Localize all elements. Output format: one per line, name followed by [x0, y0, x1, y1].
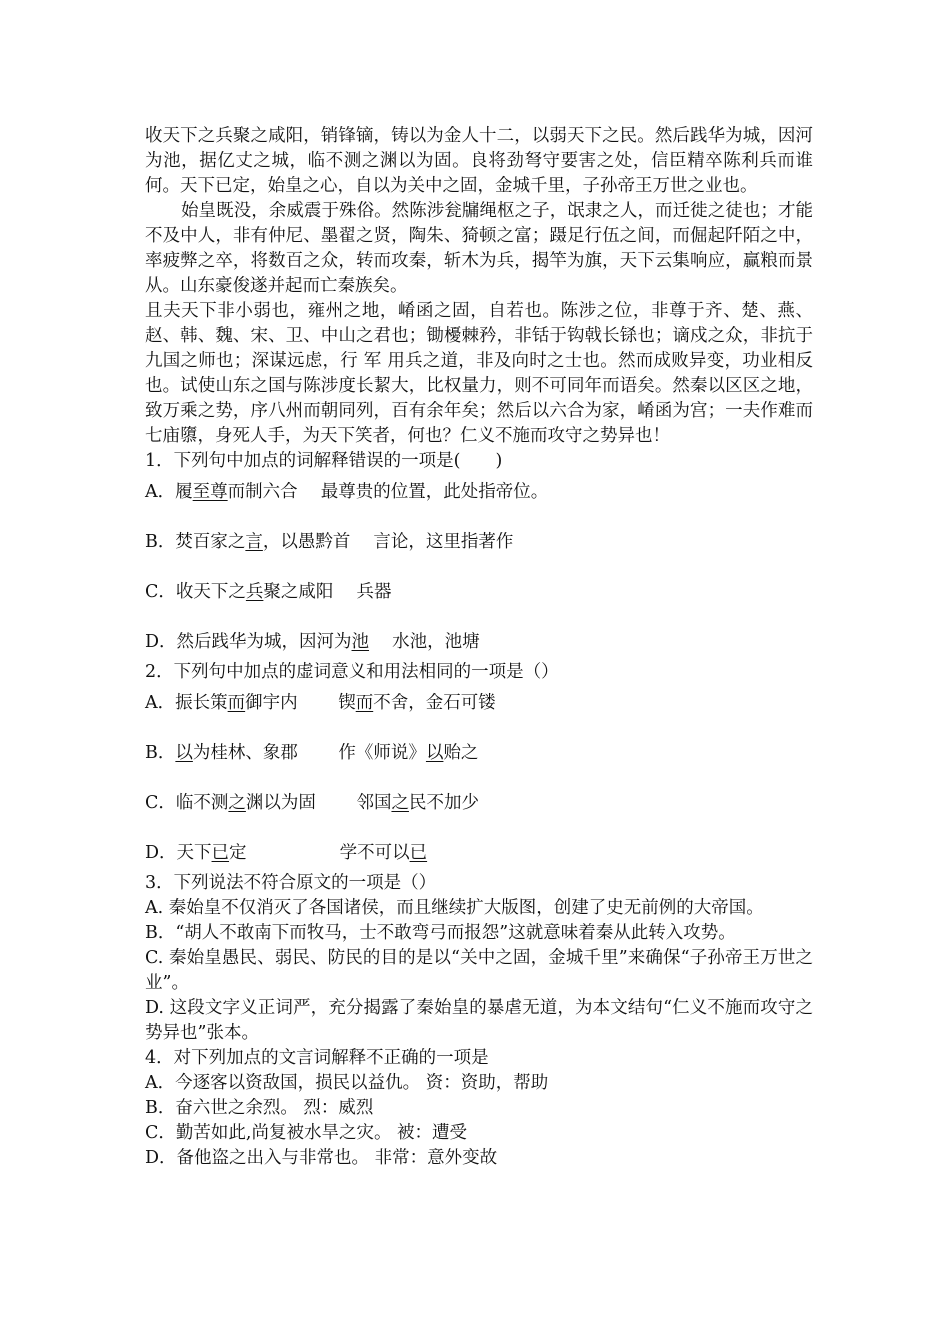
- marked-word: 已: [211, 843, 230, 863]
- option-text: 御宇内 锲: [245, 693, 356, 713]
- option-text: 为桂林、象郡 作《师说》: [192, 743, 426, 763]
- passage-paragraph-2: 始皇既没，余威震于殊俗。然陈涉瓮牖绳枢之子，氓隶之人，而迁徙之徒也；才能不及中人，非有仲尼、墨翟之贤，陶朱、猗顿之富；蹑足行伍之间，而倔起阡陌之中，率疲弊之卒，将数百之众，转而攻秦，斩木为兵，揭竿为旗，天下云集响应，赢粮而景从。山东豪俊遂并起而亡秦族矣。: [145, 201, 813, 296]
- option-text: C．收天下之: [145, 582, 246, 602]
- question-1-option-d: [145, 630, 813, 655]
- question-4-option-a: A．今逐客以资敌国，损民以益仇。 资：资助，帮助: [145, 1073, 549, 1093]
- document-page: [145, 124, 813, 1171]
- marked-word: 而: [355, 693, 374, 713]
- option-text: 而制六合 最尊贵的位置，此处指帝位。: [227, 482, 549, 502]
- question-4-option-c: C．勤苦如此,尚复被水旱之灾。 被：遭受: [145, 1123, 468, 1143]
- marked-word: 而: [227, 693, 246, 713]
- question-2-option-c: [145, 791, 813, 816]
- question-3-stem: 3．下列说法不符合原文的一项是（）: [145, 873, 437, 893]
- option-text: B．焚百家之: [145, 532, 246, 552]
- question-1-stem: 1．下列句中加点的词解释错误的一项是( ): [145, 451, 503, 471]
- marked-word: 以: [175, 743, 193, 763]
- option-text: 聚之咸阳 兵器: [263, 582, 392, 602]
- question-2-option-d: [145, 841, 813, 866]
- option-text: A．履: [145, 482, 193, 502]
- question-4-option-d: D．备他盗之出入与非常也。 非常：意外变故: [145, 1148, 498, 1168]
- option-text: 不舍，金石可镂: [373, 693, 496, 713]
- marked-word: 兵: [245, 582, 264, 602]
- passage-paragraph-3: 且夫天下非小弱也，雍州之地，崤函之固，自若也。陈涉之位，非尊于齐、楚、燕、赵、韩、魏、宋、卫、中山之君也；锄櫌棘矜，非铦于钩戟长铩也；谪戍之众，非抗于九国之师也；深谋远虑，行 军 用兵之道，非及向时之士也。然而成败异变，功业相反也。试使山东之国与陈涉度长絜大，比权量力，则不可同年而语矣。然秦以区区之地，致万乘之势，序八州而朝同列，百有余年矣；然后以六合为家，崤函为宫；一夫作难而七庙隳，身死人手，为天下笑者，何也？仁义不施而攻守之势异也！: [145, 301, 813, 446]
- marked-word: 之: [228, 793, 246, 813]
- option-text: 民不加少: [408, 793, 479, 813]
- marked-word: 池: [351, 632, 370, 652]
- question-4-stem: 4．对下列加点的文言词解释不正确的一项是: [145, 1048, 489, 1068]
- question-4-option-b: B．奋六世之余烈。 烈：威烈: [145, 1098, 374, 1118]
- question-2-option-b: [145, 741, 813, 766]
- question-3-option-d: D. 这段文字义正词严，充分揭露了秦始皇的暴虐无道，为本文结句“仁义不施而攻守之势异也”张本。: [145, 998, 813, 1043]
- option-text: D．然后践华为城，因河为: [145, 632, 352, 652]
- option-text: 渊以为固 邻国: [245, 793, 392, 813]
- question-3-option-a: A. 秦始皇不仅消灭了各国诸侯，而且继续扩大版图，创建了史无前例的大帝国。: [145, 898, 764, 918]
- option-text: D．天下: [145, 843, 212, 863]
- option-text: 贻之: [443, 743, 479, 763]
- question-3-option-b: B．“胡人不敢南下而牧马，士不敢弯弓而报怨”这就意味着秦从此转入攻势。: [145, 923, 736, 943]
- option-text: A．振长策: [145, 693, 228, 713]
- marked-word: 言: [245, 532, 263, 552]
- option-text: 水池，池塘: [369, 632, 480, 652]
- marked-word: 以: [425, 743, 444, 763]
- marked-word: 已: [409, 843, 428, 863]
- marked-word: 至尊: [192, 482, 228, 502]
- marked-word: 之: [391, 793, 409, 813]
- question-3-option-c: C. 秦始皇愚民、弱民、防民的目的是以“关中之固，金城千里”来确保“子孙帝王万世之业”。: [145, 948, 813, 993]
- question-1-option-b: [145, 530, 813, 555]
- option-text: 定 学不可以: [229, 843, 410, 863]
- question-2-stem: 2．下列句中加点的虚词意义和用法相同的一项是（）: [145, 662, 559, 682]
- option-text: ，以愚黔首 言论，这里指著作: [262, 532, 514, 552]
- question-2-option-a: [145, 691, 813, 716]
- question-1-option-a: [145, 480, 813, 505]
- option-text: C．临不测: [145, 793, 229, 813]
- option-text: B．: [145, 743, 176, 763]
- question-1-option-c: [145, 580, 813, 605]
- passage-paragraph-1: 收天下之兵聚之咸阳，销锋镝，铸以为金人十二，以弱天下之民。然后践华为城，因河为池，据亿丈之城，临不测之渊以为固。良将劲弩守要害之处，信臣精卒陈利兵而谁何。天下已定，始皇之心，自以为关中之固，金城千里，子孙帝王万世之业也。: [145, 126, 813, 196]
